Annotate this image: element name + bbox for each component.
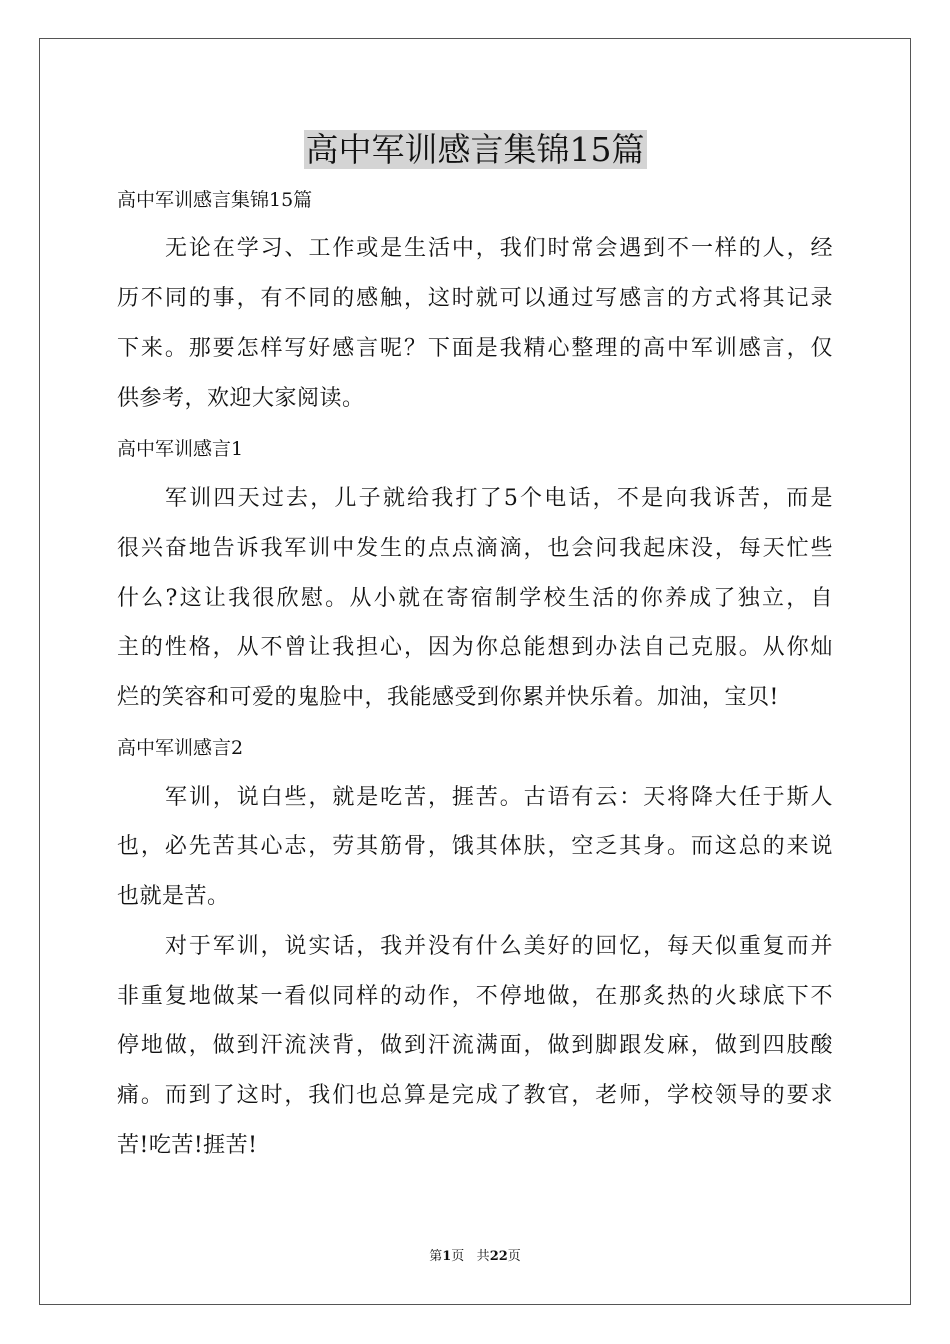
- section-2-line: 也，必先苦其心志，劳其筋骨，饿其体肤，空乏其身。而这总的来说: [117, 834, 833, 859]
- page-border: [39, 38, 911, 1305]
- section-2-line: 对于军训，说实话，我并没有什么美好的回忆，每天似重复而并: [165, 934, 833, 959]
- document-title-text: 高中军训感言集锦15篇: [305, 130, 645, 169]
- page-footer: [0, 1248, 950, 1266]
- intro-line: 无论在学习、工作或是生活中，我们时常会遇到不一样的人，经: [165, 236, 833, 261]
- total-pages: 22: [489, 1249, 508, 1264]
- section-2-line: 苦!吃苦!捱苦!: [117, 1133, 258, 1158]
- page-prefix: 第: [429, 1249, 443, 1264]
- intro-line: 供参考，欢迎大家阅读。: [117, 386, 365, 411]
- section-2-line: 军训，说白些，就是吃苦，捱苦。古语有云：天将降大任于斯人: [165, 785, 833, 810]
- section-2-line: 也就是苦。: [117, 884, 230, 909]
- total-prefix: 共: [476, 1249, 490, 1264]
- intro-line: 下来。那要怎样写好感言呢？下面是我精心整理的高中军训感言，仅: [117, 336, 833, 361]
- section-1-line: 很兴奋地告诉我军训中发生的点点滴滴，也会问我起床没，每天忙些: [117, 536, 833, 561]
- intro-line: 历不同的事，有不同的感触，这时就可以通过写感言的方式将其记录: [117, 286, 833, 311]
- page-suffix: 页: [451, 1249, 465, 1264]
- section-1-line: 主的性格，从不曾让我担心，因为你总能想到办法自己克服。从你灿: [117, 635, 833, 660]
- total-suffix: 页: [507, 1249, 521, 1264]
- document-subtitle: 高中军训感言集锦15篇: [117, 189, 313, 211]
- section-1-line: 什么?这让我很欣慰。从小就在寄宿制学校生活的你养成了独立，自: [117, 586, 833, 611]
- section-2-line: 非重复地做某一看似同样的动作，不停地做，在那炙热的火球底下不: [117, 984, 833, 1009]
- document-title: [0, 126, 950, 174]
- section-2-line: 痛。而到了这时，我们也总算是完成了教官，老师，学校领导的要求: [117, 1083, 833, 1108]
- section-1-line: 军训四天过去，儿子就给我打了5个电话，不是向我诉苦，而是: [165, 486, 833, 511]
- section-heading-2: 高中军训感言2: [117, 737, 244, 759]
- section-heading-1: 高中军训感言1: [117, 438, 244, 460]
- page-number: 1: [442, 1249, 452, 1264]
- section-2-line: 停地做，做到汗流浃背，做到汗流满面，做到脚跟发麻，做到四肢酸: [117, 1033, 833, 1058]
- section-1-line: 烂的笑容和可爱的鬼脸中，我能感受到你累并快乐着。加油，宝贝!: [117, 685, 779, 710]
